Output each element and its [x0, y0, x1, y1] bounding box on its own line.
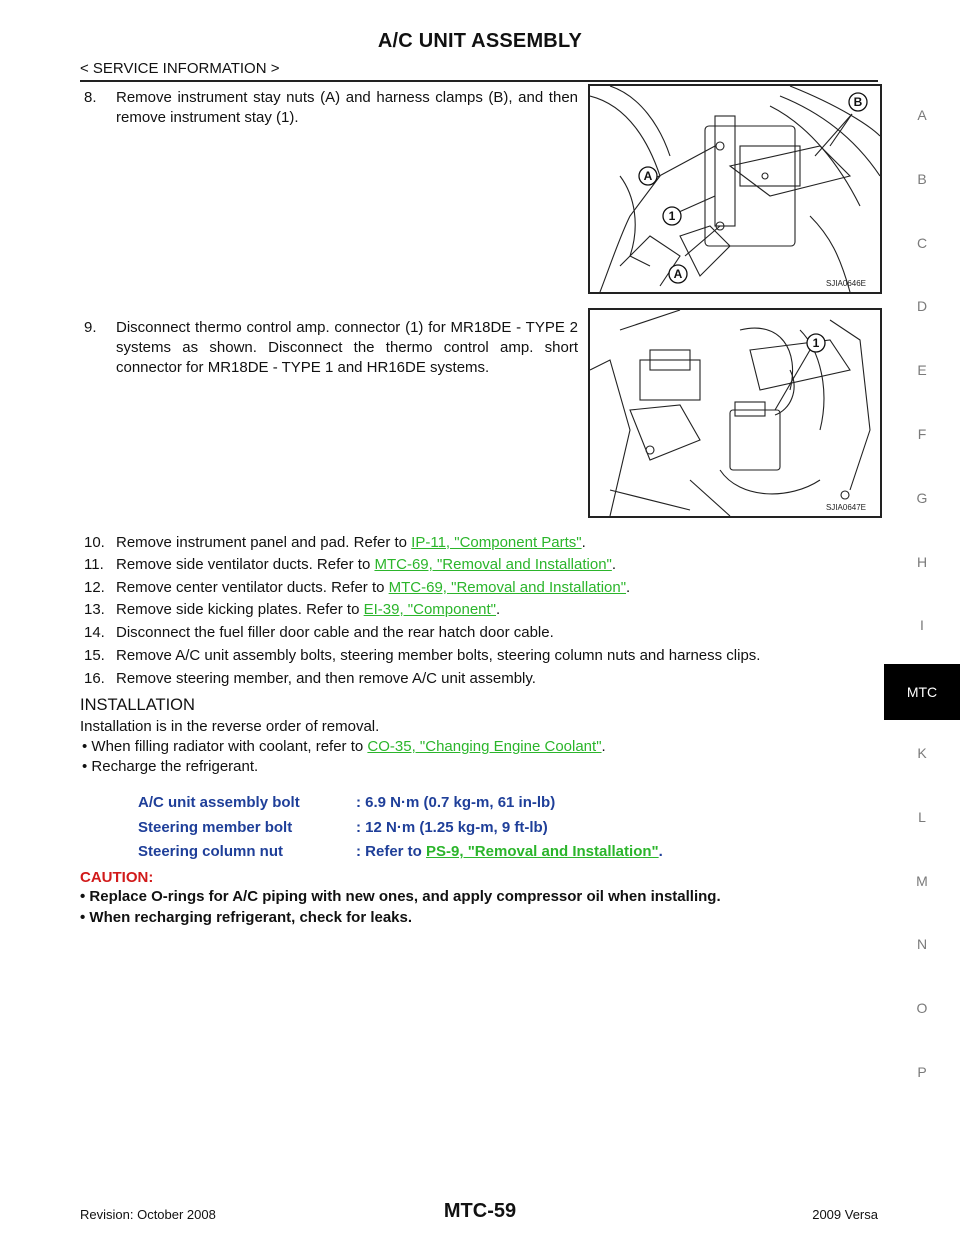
footer-model: 2009 Versa	[812, 1207, 878, 1222]
figure-instrument-stay	[588, 84, 882, 294]
page-title: A/C UNIT ASSEMBLY	[377, 30, 583, 52]
torque-value: : 12 N·m (1.25 kg-m, 9 ft-lb)	[356, 819, 548, 836]
installation-heading: INSTALLATION	[80, 696, 195, 714]
bullet-text: • When filling radiator with coolant, refer to	[82, 738, 368, 755]
callout-1: 1	[812, 336, 820, 350]
ref-link-co-35[interactable]: CO-35, "Changing Engine Coolant"	[367, 738, 602, 755]
step-number: 16.	[84, 670, 105, 687]
callout-a-lower: A	[673, 267, 683, 281]
step-11	[84, 555, 836, 575]
figure-illustration	[590, 86, 880, 292]
figure-illustration	[590, 310, 880, 516]
figure-code: SJIA0646E	[825, 279, 866, 288]
installation-bullet-coolant	[82, 737, 606, 757]
step-text: Disconnect thermo control amp. connector (1) for MR18DE - TYPE 2 systems as shown. Disconnect the thermo control amp. short connector for MR18DE - TYPE 1 and HR16DE systems.	[116, 319, 578, 376]
side-index-l[interactable]: L	[918, 808, 926, 825]
side-index-i[interactable]: I	[920, 617, 924, 634]
footer-revision: Revision: October 2008	[80, 1207, 216, 1222]
bullet-end: .	[601, 738, 606, 755]
side-index-a[interactable]: A	[917, 107, 927, 123]
step-number: 14.	[84, 624, 105, 641]
step-text: Remove steering member, and then remove A/C unit assembly.	[116, 670, 536, 687]
step-text-end: .	[496, 601, 501, 618]
side-index-g[interactable]: G	[916, 489, 928, 506]
step-text: Remove center ventilator ducts. Refer to	[116, 579, 389, 596]
installation-bullet-refrigerant: • Recharge the refrigerant.	[82, 758, 259, 775]
caution-item: • When recharging refrigerant, check for leaks.	[80, 909, 413, 926]
side-index-e[interactable]: E	[917, 362, 927, 379]
step-9	[84, 318, 578, 378]
step-12	[84, 578, 836, 598]
ref-link-mtc-69[interactable]: MTC-69, "Removal and Installation"	[388, 579, 627, 596]
step-text-end: .	[581, 534, 586, 551]
side-index-c[interactable]: C	[916, 234, 928, 251]
step-14	[84, 623, 836, 643]
step-text-end: .	[611, 556, 617, 573]
side-index-n[interactable]: N	[916, 936, 928, 953]
step-text: Remove side ventilator ducts. Refer to	[116, 556, 375, 573]
step-15	[84, 646, 836, 666]
side-index-f[interactable]: F	[917, 425, 927, 442]
side-index-p[interactable]: P	[917, 1063, 927, 1080]
step-13	[84, 600, 836, 620]
ref-link-ei-39[interactable]: EI-39, "Component"	[363, 601, 497, 618]
torque-value-end: .	[658, 843, 663, 860]
step-text: Remove instrument panel and pad. Refer to	[116, 534, 412, 551]
section-breadcrumb: < SERVICE INFORMATION >	[80, 60, 280, 77]
step-10	[84, 533, 836, 553]
torque-value: : 6.9 N·m (0.7 kg-m, 61 in-lb)	[356, 794, 556, 811]
torque-label: Steering column nut	[138, 843, 284, 860]
ref-link-ps-9[interactable]: PS-9, "Removal and Installation"	[426, 843, 659, 860]
torque-label: Steering member bolt	[138, 819, 293, 836]
step-number: 13.	[84, 601, 105, 618]
callout-1: 1	[668, 209, 676, 223]
callout-b: B	[853, 95, 863, 109]
caution-heading: CAUTION:	[80, 869, 154, 886]
step-16	[84, 669, 836, 689]
caution-item: • Replace O-rings for A/C piping with new ones, and apply compressor oil when installing.	[80, 888, 721, 905]
step-text-end: .	[626, 579, 631, 596]
side-index-k[interactable]: K	[917, 744, 927, 761]
footer-page-number: MTC-59	[443, 1200, 517, 1222]
step-8	[84, 88, 578, 128]
step-text: Remove A/C unit assembly bolts, steering member bolts, steering column nuts and harness clips.	[116, 647, 761, 664]
step-number: 8.	[84, 89, 97, 106]
step-text: Remove instrument stay nuts (A) and harness clamps (B), and then remove instrument stay (1).	[116, 89, 578, 126]
side-index	[884, 104, 960, 1125]
installation-intro: Installation is in the reverse order of removal.	[80, 718, 380, 735]
step-text: Remove side kicking plates. Refer to	[116, 601, 364, 618]
figure-thermo-connector	[588, 308, 882, 518]
step-number: 9.	[84, 319, 97, 336]
side-index-o[interactable]: O	[916, 1000, 928, 1017]
figure-code: SJIA0647E	[825, 503, 866, 512]
torque-value	[356, 843, 663, 860]
side-index-mtc[interactable]: MTC	[884, 664, 960, 720]
side-index-m[interactable]: M	[916, 872, 928, 889]
callout-a: A	[643, 169, 653, 183]
step-number: 12.	[84, 579, 105, 596]
side-index-b[interactable]: B	[917, 170, 927, 187]
side-index-d[interactable]: D	[916, 298, 928, 315]
ref-link-mtc-69[interactable]: MTC-69, "Removal and Installation"	[374, 556, 612, 573]
step-text: Disconnect the fuel filler door cable and the rear hatch door cable.	[116, 624, 554, 641]
torque-value-text: : Refer to	[356, 843, 427, 860]
torque-label: A/C unit assembly bolt	[138, 794, 300, 811]
step-number: 15.	[84, 647, 105, 664]
step-number: 10.	[84, 534, 105, 551]
side-index-h[interactable]: H	[916, 553, 928, 570]
ref-link-ip-11[interactable]: IP-11, "Component Parts"	[411, 534, 582, 551]
header-rule	[80, 80, 878, 82]
step-number: 11.	[84, 556, 104, 573]
